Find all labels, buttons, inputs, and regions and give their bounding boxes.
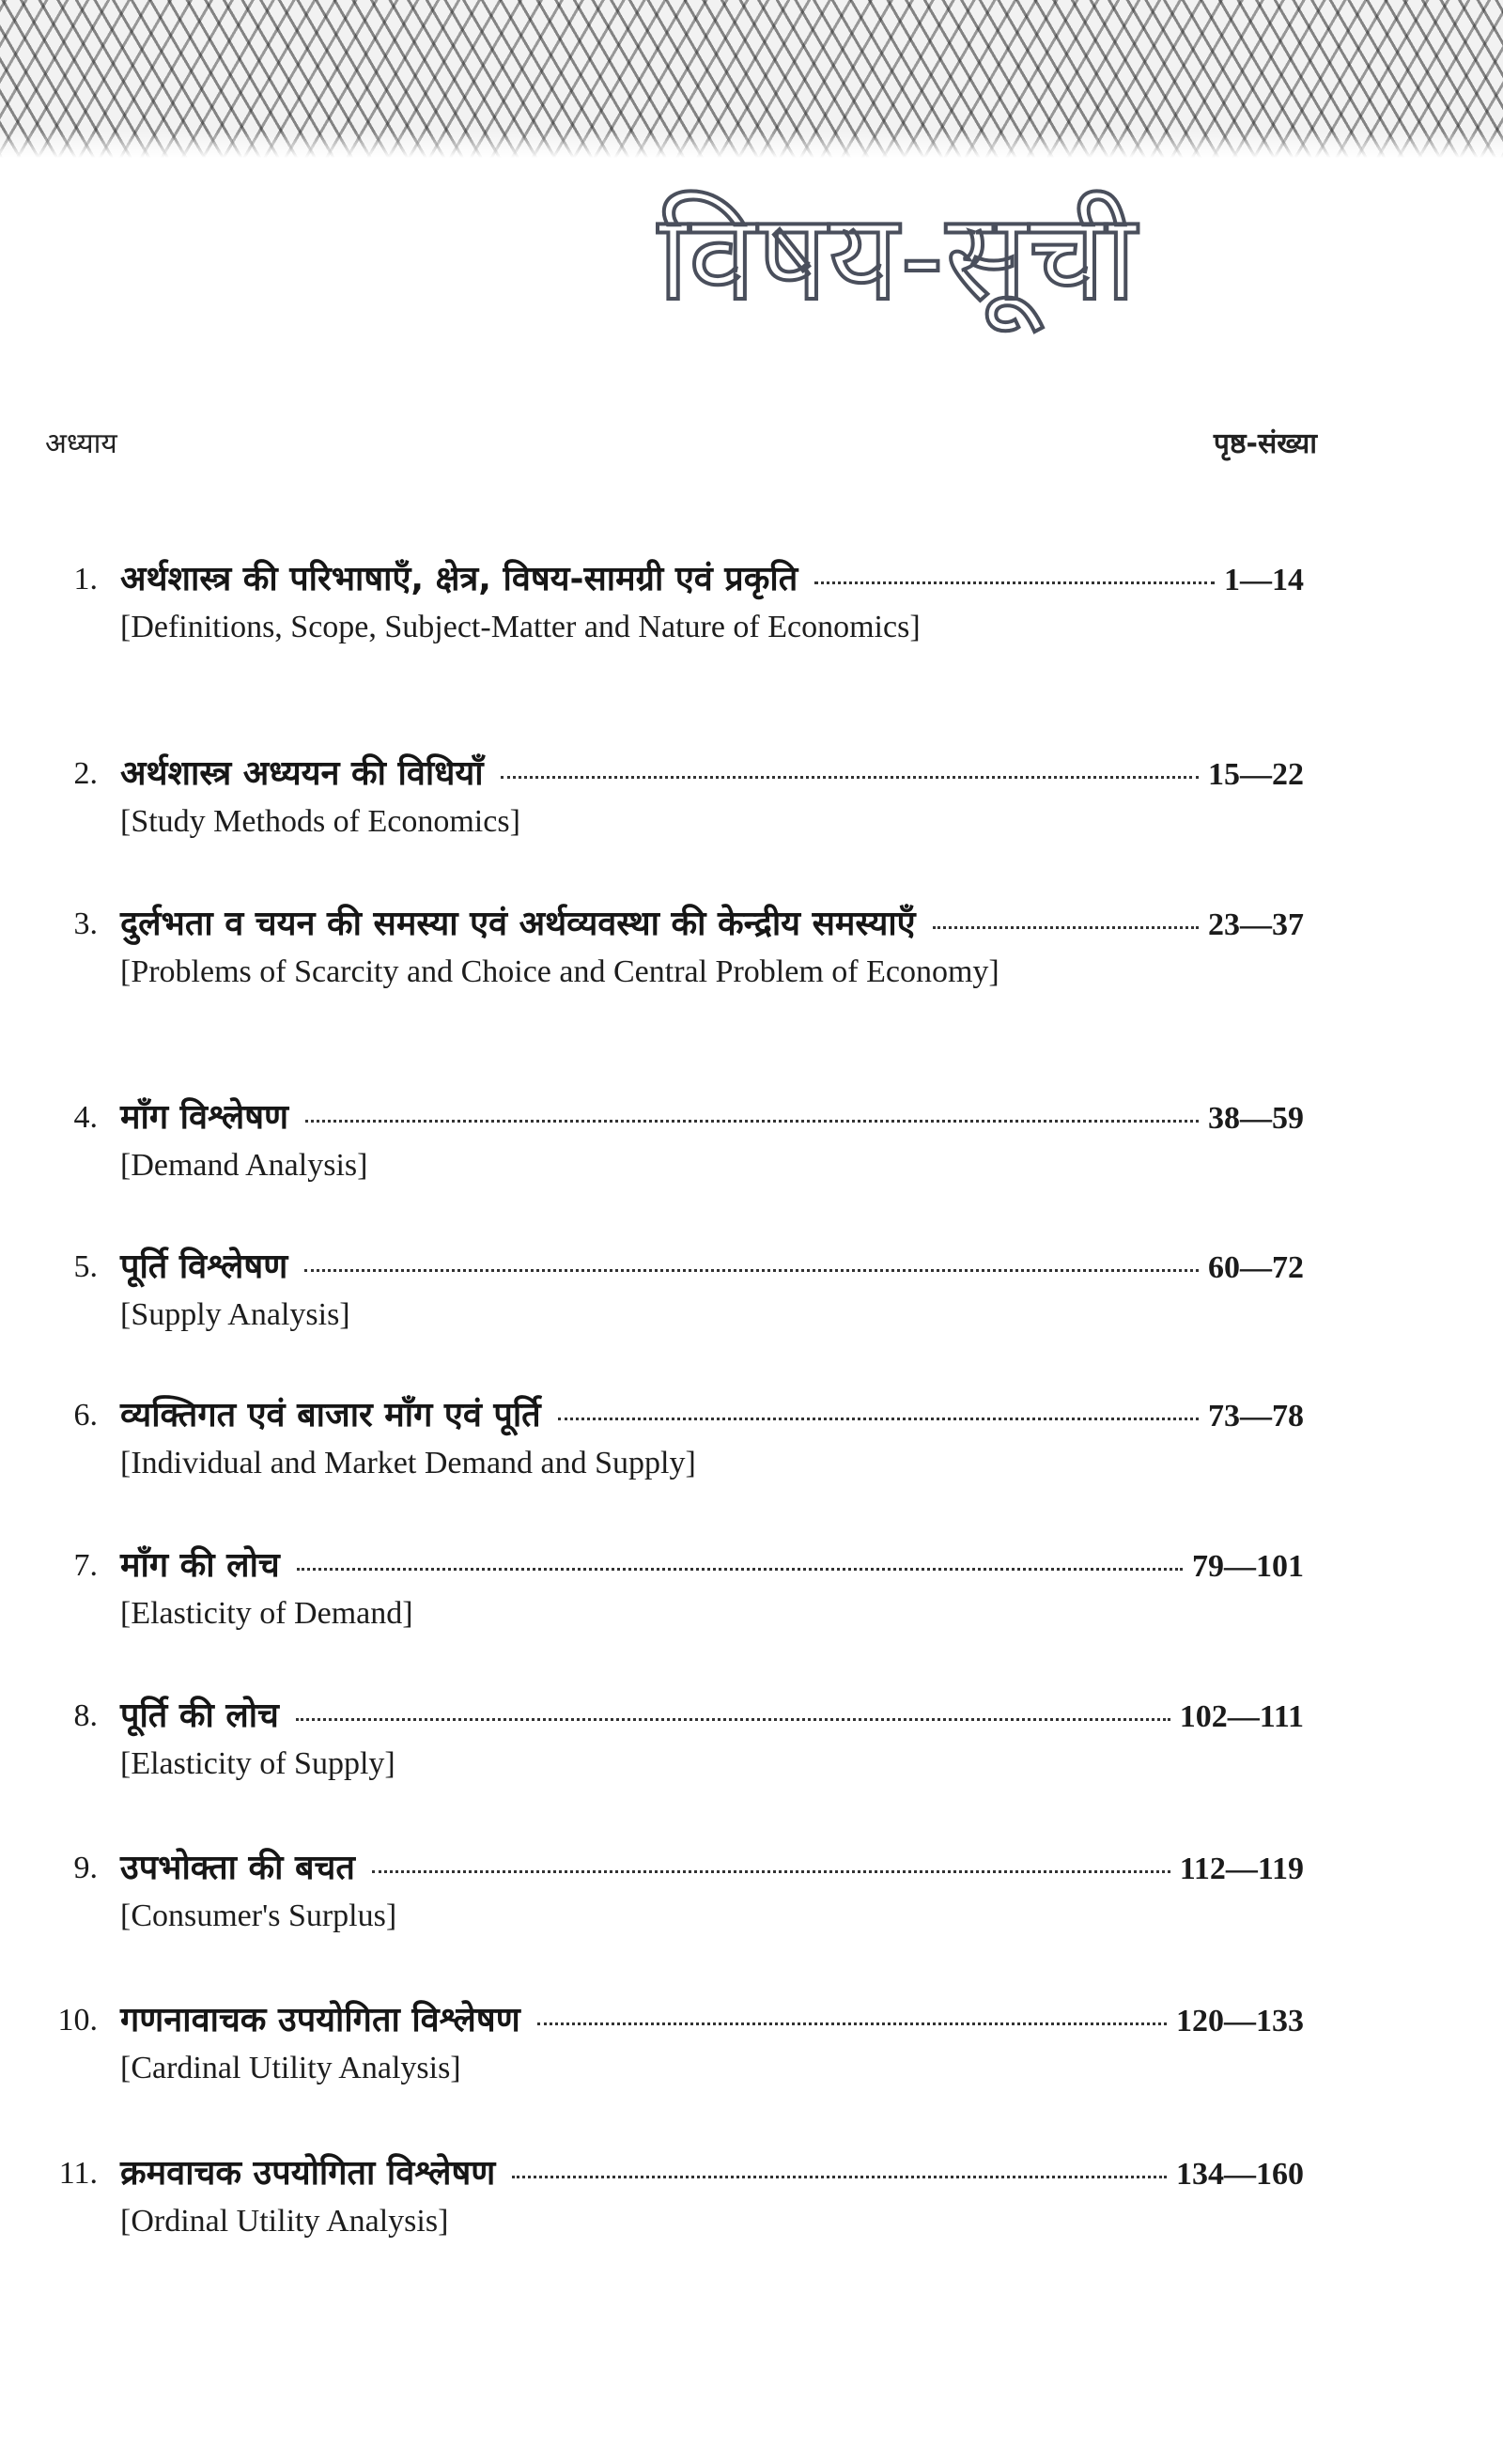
chapter-title-english: [Study Methods of Economics] — [120, 804, 520, 839]
chapter-number: 8. — [73, 1698, 98, 1733]
chapter-number: 4. — [73, 1100, 98, 1135]
decorative-header-band — [0, 0, 1503, 158]
chapter-number: 11. — [58, 2156, 98, 2191]
chapter-title-hindi: पूर्ति की लोच — [120, 1697, 279, 1735]
chapter-number: 7. — [73, 1548, 98, 1583]
chapter-number: 2. — [73, 756, 98, 791]
chapter-number: 9. — [73, 1851, 98, 1885]
chapter-title-english: [Elasticity of Demand] — [120, 1596, 413, 1631]
chapter-title-hindi: क्रमवाचक उपयोगिता विश्लेषण — [120, 2154, 496, 2193]
chapter-column-heading: अध्याय — [45, 427, 117, 460]
page-range: 134—160 — [1176, 2157, 1304, 2192]
chapter-title-english: [Elasticity of Supply] — [120, 1746, 395, 1781]
chapter-title-hindi: माँग विश्लेषण — [120, 1098, 289, 1137]
chapter-title-english: [Problems of Scarcity and Choice and Central Problem of Economy] — [120, 954, 999, 989]
chapter-title-english: [Cardinal Utility Analysis] — [120, 2051, 461, 2085]
dot-leader — [814, 581, 1215, 584]
chapter-title-hindi: अर्थशास्त्र अध्ययन की विधियाँ — [120, 754, 484, 793]
chapter-title-hindi: पूर्ति विश्लेषण — [120, 1247, 288, 1286]
chapter-title-hindi: अर्थशास्त्र की परिभाषाएँ, क्षेत्र, विषय-सामग्री एवं प्रकृति — [120, 560, 798, 598]
dot-leader — [305, 1119, 1199, 1123]
dot-leader — [501, 775, 1199, 779]
chapter-number: 3. — [73, 907, 98, 941]
page-range: 1—14 — [1224, 563, 1304, 597]
chapter-title-english: [Supply Analysis] — [120, 1297, 350, 1332]
dot-leader — [297, 1567, 1183, 1571]
chapter-title-english: [Demand Analysis] — [120, 1148, 368, 1183]
page-range: 38—59 — [1208, 1101, 1304, 1136]
page-range: 15—22 — [1208, 757, 1304, 792]
dot-leader — [933, 925, 1199, 929]
chapter-number: 1. — [73, 562, 98, 597]
chapter-title-hindi: माँग की लोच — [120, 1546, 280, 1585]
chapter-title-english: [Consumer's Surplus] — [120, 1898, 397, 1933]
chapter-number: 6. — [73, 1398, 98, 1433]
chapter-title-hindi: दुर्लभता व चयन की समस्या एवं अर्थव्यवस्था की केन्द्रीय समस्याएँ — [120, 905, 916, 943]
page-range: 60—72 — [1208, 1250, 1304, 1285]
dot-leader — [372, 1869, 1170, 1873]
page-column-heading: पृष्ठ-संख्या — [1213, 427, 1317, 460]
page-range: 120—133 — [1176, 2004, 1304, 2038]
chapter-title-hindi: उपभोक्ता की बचत — [120, 1849, 355, 1887]
page-range: 112—119 — [1179, 1852, 1304, 1886]
chapter-title-english: [Individual and Market Demand and Supply] — [120, 1446, 696, 1480]
chapter-title-hindi: व्यक्तिगत एवं बाजार माँग एवं पूर्ति — [120, 1396, 541, 1434]
page-range: 79—101 — [1192, 1549, 1304, 1584]
dot-leader — [512, 2175, 1167, 2178]
chapter-title-hindi: गणनावाचक उपयोगिता विश्लेषण — [120, 2001, 520, 2039]
page-range: 102—111 — [1179, 1699, 1304, 1734]
page-range: 73—78 — [1208, 1399, 1304, 1433]
chapter-number: 5. — [73, 1249, 98, 1284]
chapter-title-english: [Definitions, Scope, Subject-Matter and Nature of Economics] — [120, 610, 921, 644]
chapter-number: 10. — [57, 2003, 98, 2038]
page-range: 23—37 — [1208, 907, 1304, 942]
dot-leader — [304, 1268, 1199, 1272]
dot-leader — [558, 1417, 1199, 1420]
page-title: विषय-सूची — [658, 188, 1139, 328]
chapter-title-english: [Ordinal Utility Analysis] — [120, 2204, 449, 2239]
dot-leader — [537, 2022, 1167, 2025]
dot-leader — [296, 1717, 1170, 1721]
